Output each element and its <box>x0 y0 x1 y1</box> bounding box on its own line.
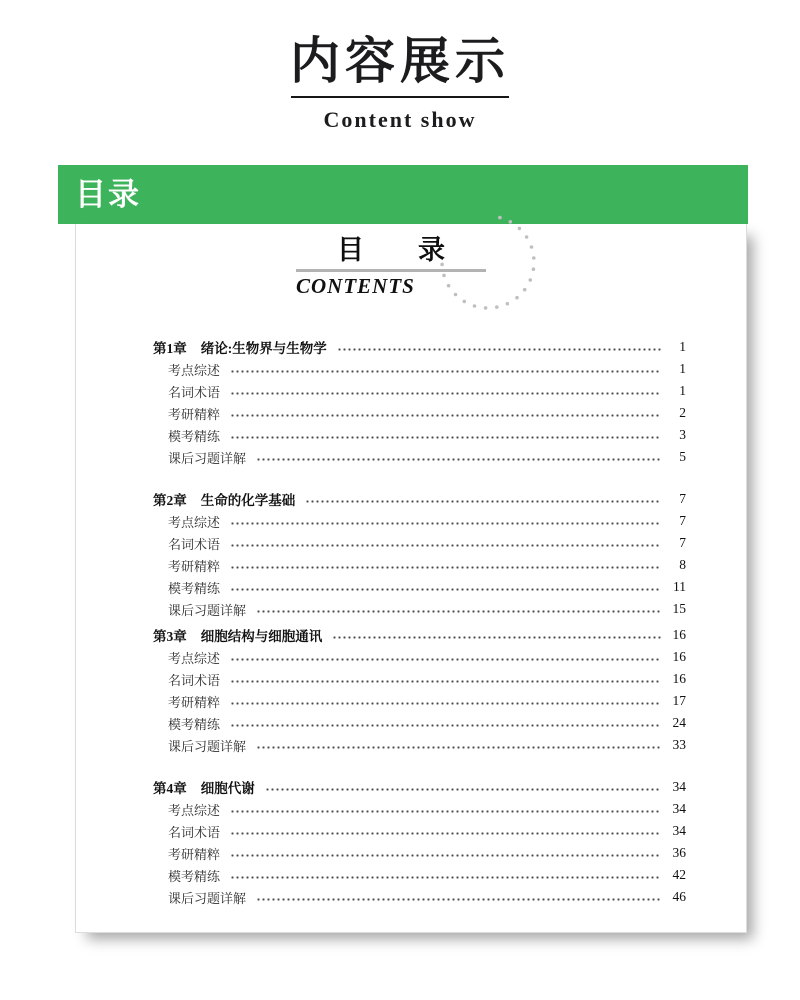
dotted-leader <box>230 724 661 727</box>
toc-heading <box>296 234 486 299</box>
page-number: 16 <box>672 627 686 642</box>
item-label: 模考精练 <box>168 716 221 732</box>
chapter-title: 绪论:生物界与生物学 <box>200 341 327 356</box>
dotted-leader <box>265 788 661 791</box>
dotted-leader <box>230 588 661 591</box>
item-label: 考研精粹 <box>168 406 221 422</box>
dotted-leader <box>230 658 661 661</box>
page-number: 7 <box>679 535 686 550</box>
toc-item-row <box>153 598 686 620</box>
page-number: 7 <box>679 513 686 528</box>
toc-title: 目 录 <box>337 235 445 265</box>
page-number: 33 <box>672 737 686 752</box>
toc-item-row <box>153 668 686 690</box>
page-number: 24 <box>672 715 686 730</box>
item-label: 课后习题详解 <box>168 602 247 618</box>
page-number: 1 <box>679 361 686 376</box>
toc-item-row <box>153 864 686 886</box>
item-label: 模考精练 <box>168 580 221 596</box>
content-show-subtitle: Content show <box>323 107 477 132</box>
toc-item-row <box>153 690 686 712</box>
toc-section-banner <box>58 165 748 224</box>
toc-subtitle: CONTENTS <box>296 274 415 299</box>
page-number: 1 <box>679 339 686 354</box>
dotted-leader <box>230 370 661 373</box>
toc-page <box>75 224 747 933</box>
page-number: 17 <box>672 693 686 708</box>
item-label: 课后习题详解 <box>168 738 247 754</box>
item-label: 考点综述 <box>168 514 221 530</box>
page-number: 2 <box>679 405 686 420</box>
toc-item-row <box>153 532 686 554</box>
dotted-leader <box>230 702 661 705</box>
page-number: 42 <box>672 867 686 882</box>
dotted-leader <box>230 680 661 683</box>
item-label: 名词术语 <box>168 384 221 400</box>
page-number: 34 <box>672 801 686 816</box>
page-number: 5 <box>679 449 686 464</box>
toc-chapter-block <box>153 488 686 620</box>
dotted-leader <box>230 436 661 439</box>
page-number: 8 <box>679 557 686 572</box>
chapter-number: 第4章 <box>153 781 187 796</box>
toc-chapter-row <box>153 776 686 798</box>
item-label: 考研精粹 <box>168 558 221 574</box>
page-number: 36 <box>672 845 686 860</box>
dotted-leader <box>332 636 661 639</box>
toc-item-row <box>153 510 686 532</box>
page-number: 16 <box>672 671 686 686</box>
dotted-leader <box>230 392 661 395</box>
chapter-number: 第2章 <box>153 493 187 508</box>
dotted-leader <box>256 458 661 461</box>
toc-item-row <box>153 798 686 820</box>
page-number: 34 <box>672 823 686 838</box>
page-number: 1 <box>679 383 686 398</box>
toc-chapter-row <box>153 488 686 510</box>
dotted-leader <box>230 544 661 547</box>
item-label: 名词术语 <box>168 672 221 688</box>
item-label: 模考精练 <box>168 868 221 884</box>
item-label: 模考精练 <box>168 428 221 444</box>
toc-item-row <box>153 842 686 864</box>
toc-item-row <box>153 358 686 380</box>
toc-item-row <box>153 646 686 668</box>
toc-chapter-block <box>153 624 686 756</box>
item-label: 考点综述 <box>168 362 221 378</box>
toc-title-underline <box>296 269 486 272</box>
chapter-title: 生命的化学基础 <box>200 493 296 508</box>
chapter-number: 第1章 <box>153 341 187 356</box>
toc-item-row <box>153 886 686 908</box>
page-number: 3 <box>679 427 686 442</box>
toc-item-row <box>153 734 686 756</box>
item-label: 名词术语 <box>168 536 221 552</box>
item-label: 考研精粹 <box>168 846 221 862</box>
toc-item-row <box>153 424 686 446</box>
dotted-leader <box>230 810 661 813</box>
dotted-leader <box>305 500 661 503</box>
content-show-header <box>0 34 800 133</box>
toc-item-row <box>153 820 686 842</box>
item-label: 课后习题详解 <box>168 890 247 906</box>
dotted-leader <box>230 876 661 879</box>
item-label: 考研精粹 <box>168 694 221 710</box>
toc-item-row <box>153 402 686 424</box>
chapter-number: 第3章 <box>153 629 187 644</box>
toc-item-row <box>153 554 686 576</box>
toc-chapter-row <box>153 624 686 646</box>
dotted-leader <box>230 854 661 857</box>
item-label: 考点综述 <box>168 650 221 666</box>
dotted-leader <box>256 610 661 613</box>
chapter-title: 细胞结构与细胞通讯 <box>200 629 323 644</box>
toc-chapter-block <box>153 776 686 908</box>
dotted-leader <box>256 898 661 901</box>
toc-item-row <box>153 446 686 468</box>
page-number: 46 <box>672 889 686 904</box>
toc-item-row <box>153 380 686 402</box>
dotted-leader <box>256 746 661 749</box>
toc-list <box>153 336 686 908</box>
page-number: 16 <box>672 649 686 664</box>
dotted-leader <box>337 348 661 351</box>
dotted-leader <box>230 566 661 569</box>
item-label: 课后习题详解 <box>168 450 247 466</box>
page-number: 7 <box>679 491 686 506</box>
dotted-leader <box>230 522 661 525</box>
toc-chapter-row <box>153 336 686 358</box>
page-number: 11 <box>673 579 686 594</box>
item-label: 考点综述 <box>168 802 221 818</box>
toc-section-banner-label: 目录 <box>75 177 141 212</box>
page-number: 15 <box>672 601 686 616</box>
toc-item-row <box>153 712 686 734</box>
content-show-title: 内容展示 <box>290 33 510 89</box>
page-number: 34 <box>672 779 686 794</box>
chapter-title: 细胞代谢 <box>200 781 255 796</box>
toc-chapter-block <box>153 336 686 468</box>
dotted-leader <box>230 832 661 835</box>
toc-item-row <box>153 576 686 598</box>
dotted-leader <box>230 414 661 417</box>
item-label: 名词术语 <box>168 824 221 840</box>
header-divider <box>291 96 509 98</box>
